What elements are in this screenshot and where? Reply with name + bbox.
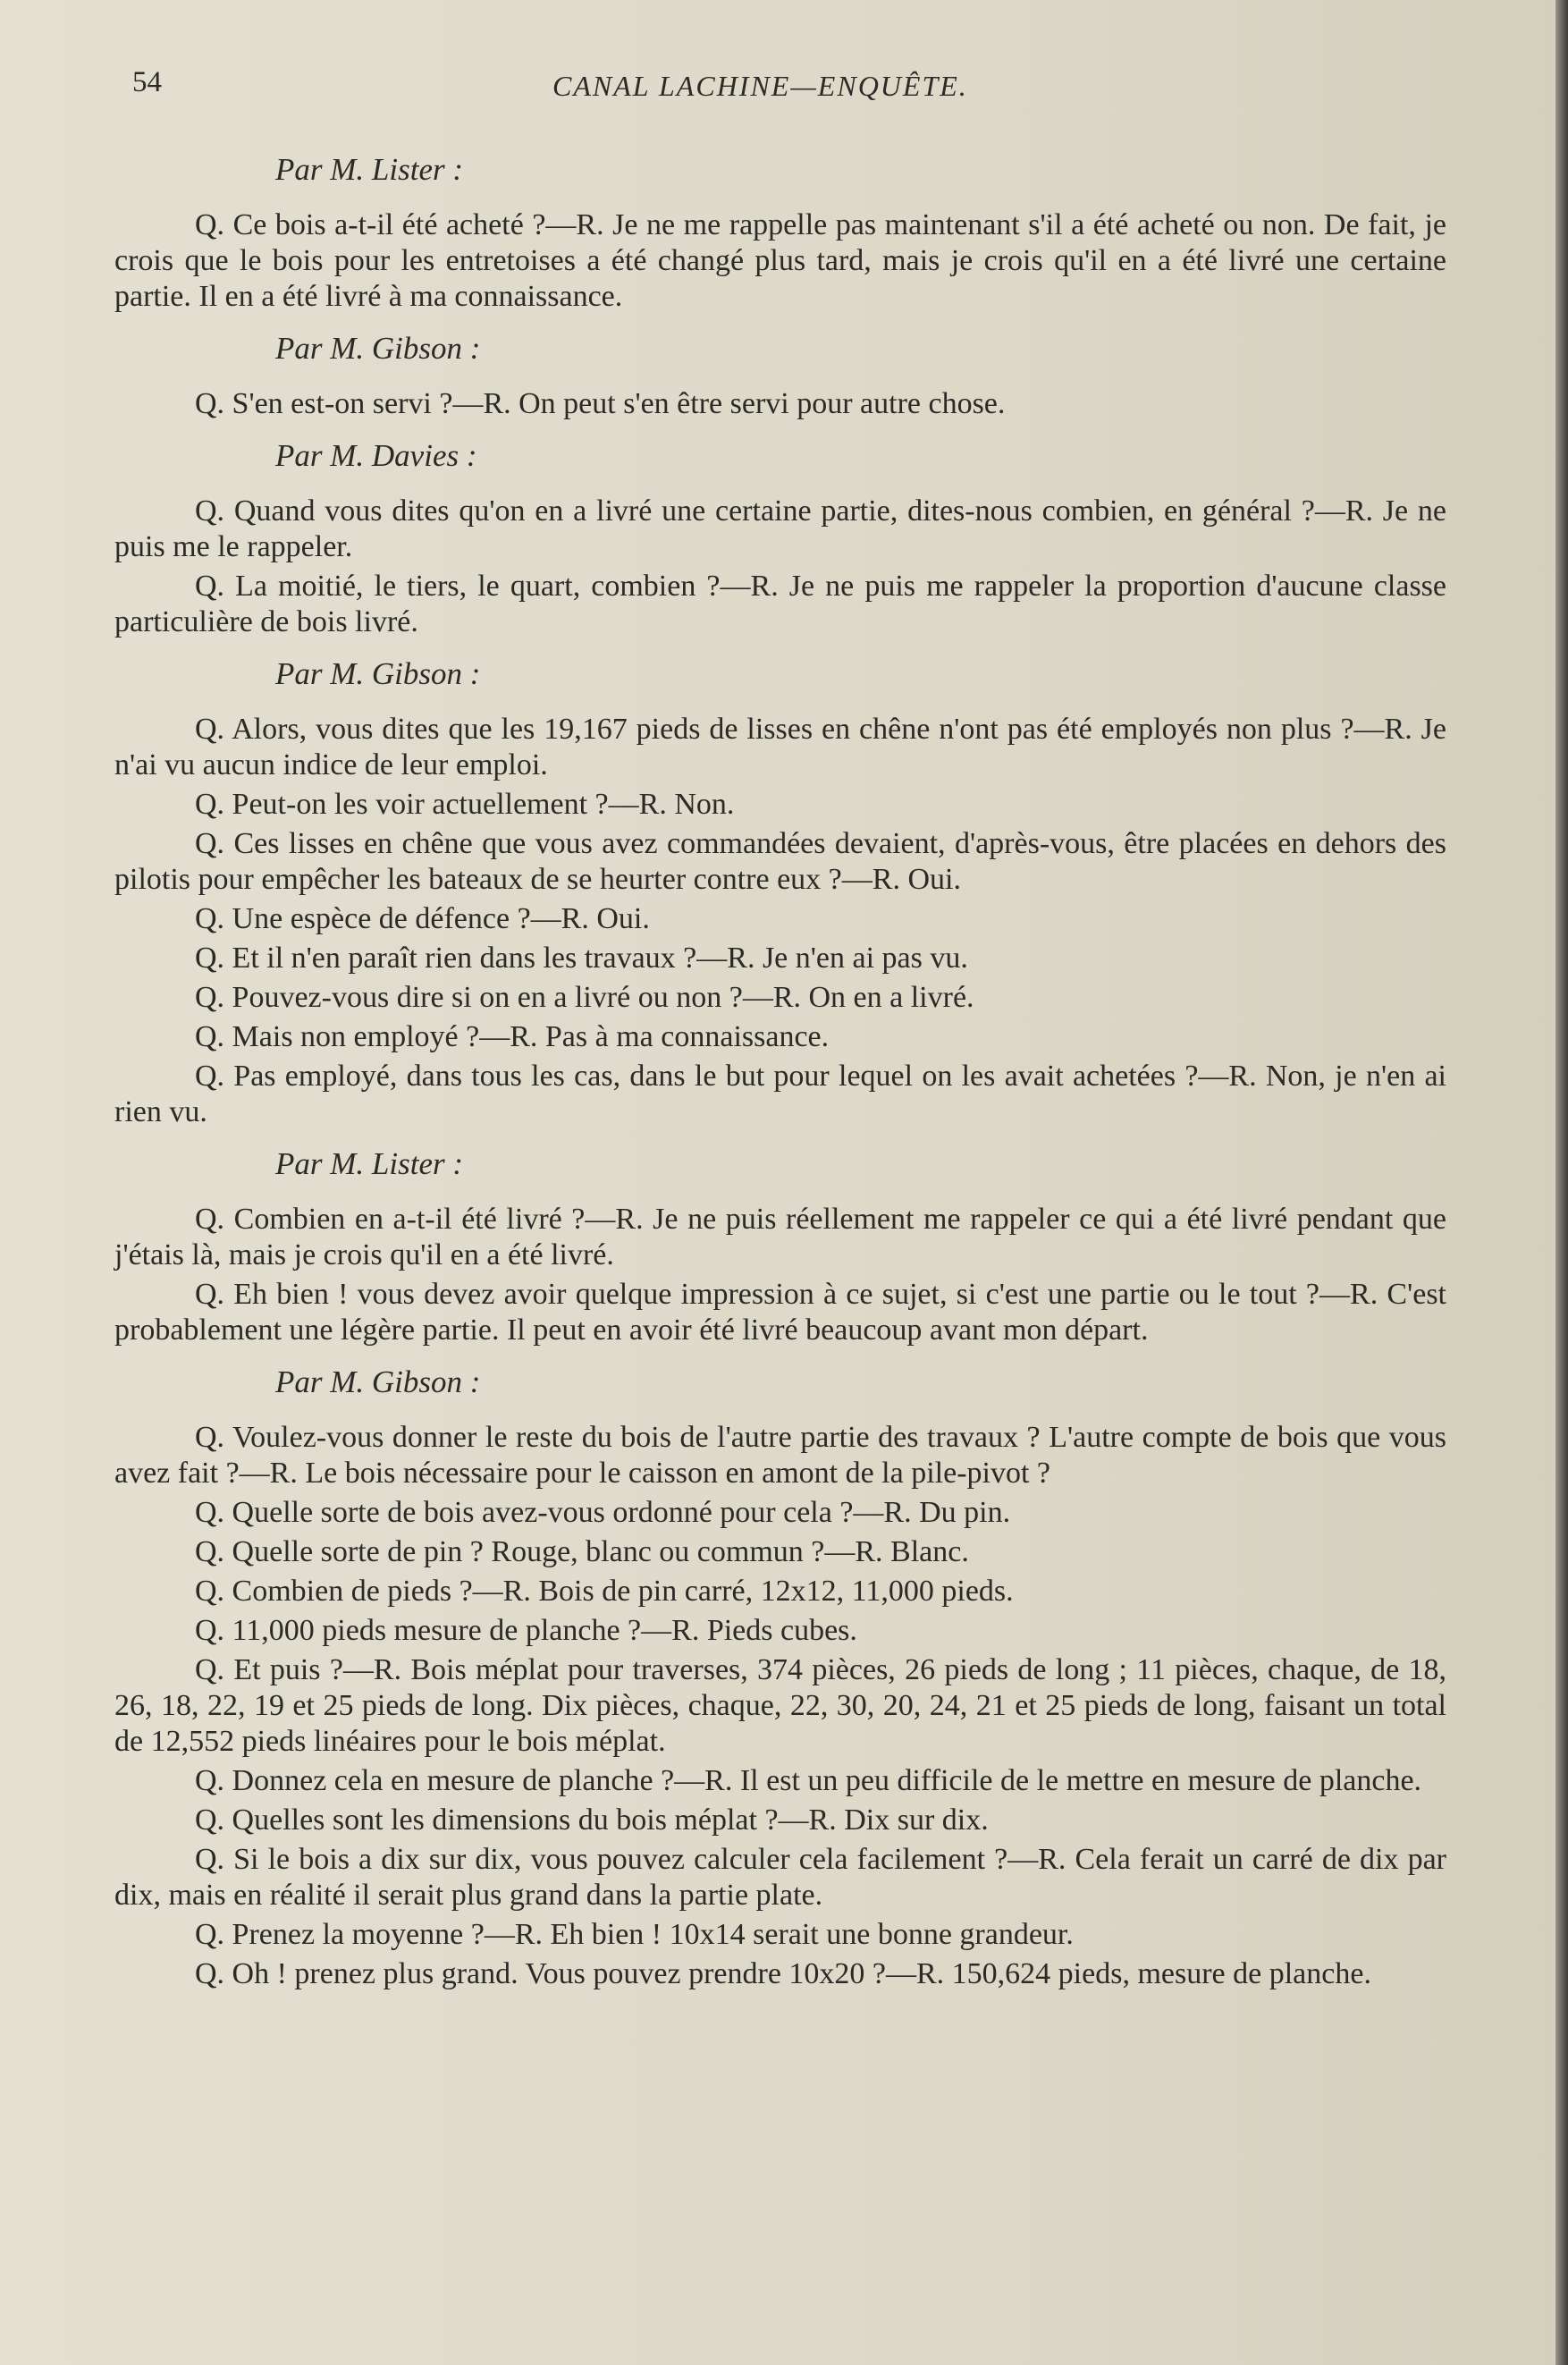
- testimony-paragraph: Q. Quelles sont les dimensions du bois méplat ?—R. Dix sur dix.: [195, 1803, 989, 1837]
- speaker-heading: Par M. Gibson :: [275, 331, 481, 366]
- testimony-paragraph: Q. S'en est-on servi ?—R. On peut s'en être servi pour autre chose.: [195, 387, 1006, 420]
- testimony-paragraph: Q. Et puis ?—R. Bois méplat pour traverses, 374 pièces, 26 pieds de long ; 11 pièces, chaque, de 18, 26, 18, 22, 19 et 25 pieds de long. Dix pièces, chaque, 22, 30, 20, 24, 21 et 25 pieds de long, faisant un total de 12,552 pieds linéaires pour le bois méplat.: [114, 1653, 1446, 1758]
- page-edge-shadow: [1555, 0, 1568, 2365]
- testimony-paragraph: Q. Ces lisses en chêne que vous avez commandées devaient, d'après-vous, être placées en dehors des pilotis pour empêcher les bateaux de se heurter contre eux ?—R. Oui.: [114, 827, 1446, 896]
- testimony-paragraph: Q. Pas employé, dans tous les cas, dans le but pour lequel on les avait achetées ?—R. Non, je n'en ai rien vu.: [114, 1060, 1446, 1128]
- speaker-heading: Par M. Gibson :: [275, 1364, 481, 1399]
- speaker-heading: Par M. Davies :: [275, 438, 477, 473]
- testimony-paragraph: Q. Peut-on les voir actuellement ?—R. Non.: [195, 788, 735, 821]
- testimony-paragraph: Q. Quand vous dites qu'on en a livré une certaine partie, dites-nous combien, en général ?—R. Je ne puis me le rappeler.: [114, 494, 1446, 563]
- document-body: [114, 152, 1455, 1996]
- testimony-paragraph: Q. Quelle sorte de pin ? Rouge, blanc ou commun ?—R. Blanc.: [195, 1535, 969, 1568]
- testimony-paragraph: Q. Prenez la moyenne ?—R. Eh bien ! 10x14 serait une bonne grandeur.: [195, 1918, 1074, 1951]
- testimony-paragraph: Q. Quelle sorte de bois avez-vous ordonné pour cela ?—R. Du pin.: [195, 1496, 1011, 1529]
- testimony-paragraph: Q. Ce bois a-t-il été acheté ?—R. Je ne me rappelle pas maintenant s'il a été acheté ou non. De fait, je crois que le bois pour les entretoises a été changé plus tard, mais je crois qu'il en a été livré une certaine partie. Il en a été livré à ma connaissance.: [114, 208, 1446, 313]
- page-header: [132, 66, 1473, 111]
- testimony-paragraph: Q. Si le bois a dix sur dix, vous pouvez calculer cela facilement ?—R. Cela ferait un carré de dix par dix, mais en réalité il serait plus grand dans la partie plate.: [114, 1843, 1446, 1912]
- testimony-paragraph: Q. Et il n'en paraît rien dans les travaux ?—R. Je n'en ai pas vu.: [195, 942, 968, 975]
- testimony-paragraph: Q. Une espèce de défence ?—R. Oui.: [195, 902, 650, 935]
- testimony-paragraph: Q. Voulez-vous donner le reste du bois de l'autre partie des travaux ? L'autre compte de bois que vous avez fait ?—R. Le bois nécessaire pour le caisson en amont de la pile-pivot ?: [114, 1421, 1446, 1490]
- testimony-paragraph: Q. Eh bien ! vous devez avoir quelque impression à ce sujet, si c'est une partie ou le tout ?—R. C'est probablement une légère partie. Il peut en avoir été livré beaucoup avant mon départ.: [114, 1278, 1446, 1347]
- testimony-paragraph: Q. Combien en a-t-il été livré ?—R. Je ne puis réellement me rappeler ce qui a été livré pendant que j'étais là, mais je crois qu'il en a été livré.: [114, 1203, 1446, 1271]
- testimony-paragraph: Q. Pouvez-vous dire si on en a livré ou non ?—R. On en a livré.: [195, 981, 974, 1014]
- testimony-paragraph: Q. Oh ! prenez plus grand. Vous pouvez prendre 10x20 ?—R. 150,624 pieds, mesure de planche.: [195, 1957, 1371, 1990]
- speaker-heading: Par M. Lister :: [275, 152, 463, 187]
- testimony-paragraph: Q. 11,000 pieds mesure de planche ?—R. Pieds cubes.: [195, 1614, 857, 1647]
- testimony-paragraph: Q. Mais non employé ?—R. Pas à ma connaissance.: [195, 1020, 830, 1053]
- testimony-paragraph: Q. Combien de pieds ?—R. Bois de pin carré, 12x12, 11,000 pieds.: [195, 1575, 1014, 1608]
- speaker-heading: Par M. Lister :: [275, 1146, 463, 1181]
- page-number: 54: [132, 66, 162, 98]
- testimony-paragraph: Q. Donnez cela en mesure de planche ?—R. Il est un peu difficile de le mettre en mesure de planche.: [195, 1764, 1422, 1797]
- running-title: CANAL LACHINE—ENQUÊTE.: [552, 70, 968, 102]
- testimony-paragraph: Q. La moitié, le tiers, le quart, combien ?—R. Je ne puis me rappeler la proportion d'aucune classe particulière de bois livré.: [114, 570, 1446, 638]
- speaker-heading: Par M. Gibson :: [275, 656, 481, 691]
- testimony-paragraph: Q. Alors, vous dites que les 19,167 pieds de lisses en chêne n'ont pas été employés non plus ?—R. Je n'ai vu aucun indice de leur emploi.: [114, 713, 1446, 781]
